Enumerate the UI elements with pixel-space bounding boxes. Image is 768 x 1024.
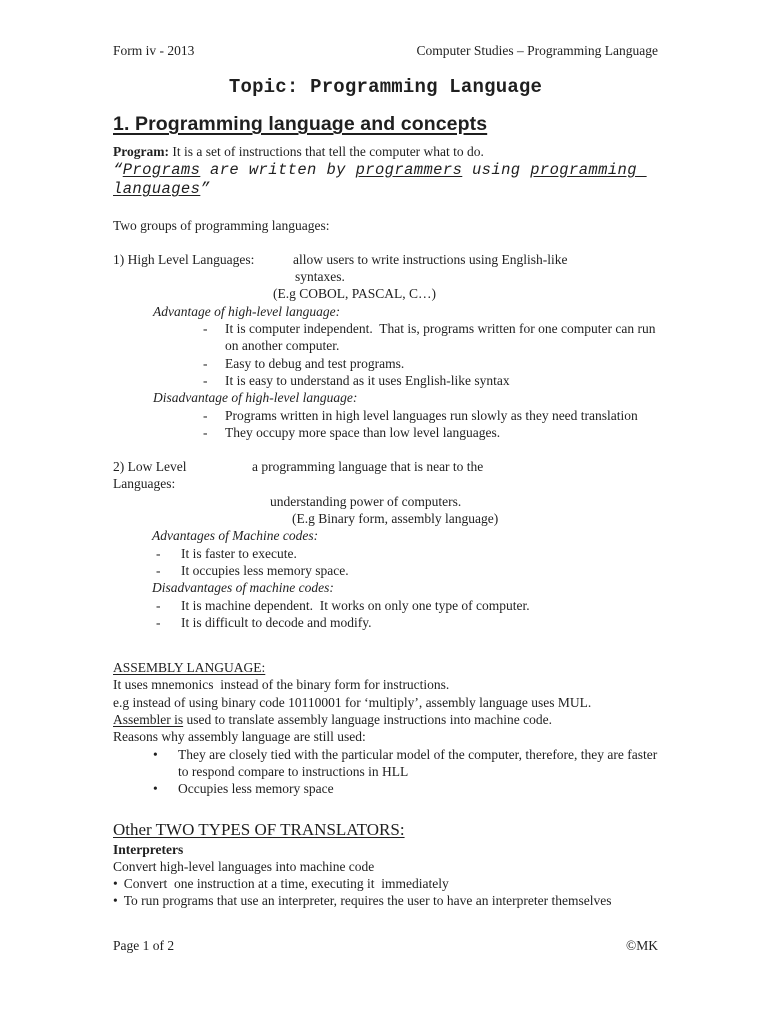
quote-close: ” (200, 180, 211, 199)
quote-line-1 (113, 161, 658, 181)
assembly-title: ASSEMBLY LANGUAGE: (113, 660, 266, 676)
program-text: It is a set of instructions that tell the computer what to do. (168, 144, 484, 160)
copyright: ©MK (625, 937, 658, 953)
hll-advantage-3: It is easy to understand as it uses English-like syntax (225, 372, 510, 388)
assembly-line-2: e.g instead of using binary code 10110001 for ‘multiply’, assembly language uses MUL. (113, 694, 592, 710)
hll-disadvantage-title: Disadvantage of high-level language: (153, 390, 358, 406)
list-item (113, 372, 658, 389)
assembly-section (113, 659, 661, 797)
list-item (113, 614, 658, 631)
lll-desc-1: a programming language that is near to the (252, 459, 484, 475)
page-header (113, 42, 658, 59)
quote-line-2 (113, 180, 658, 200)
section-heading: 1. Programming language and concepts (113, 113, 488, 136)
hll-definition-row (113, 251, 658, 268)
dash-marker: - (156, 562, 161, 578)
list-item (113, 320, 658, 355)
page-number: Page 1 of 2 (113, 937, 175, 953)
bullet-marker: • (113, 876, 118, 892)
lll-desc-2: understanding power of computers. (270, 493, 462, 509)
list-item (113, 746, 661, 781)
list-item (113, 780, 658, 797)
lll-disadvantage-2: It is difficult to decode and modify. (181, 614, 372, 630)
list-item (113, 562, 658, 579)
dash-marker: - (203, 372, 208, 388)
lll-advantage-title: Advantages of Machine codes: (152, 528, 319, 544)
quote-text-2: using (462, 160, 531, 179)
assembly-line-1: It uses mnemonics instead of the binary form for instructions. (113, 677, 450, 693)
hll-example: (E.g COBOL, PASCAL, C…) (273, 286, 437, 302)
hll-advantage-title: Advantage of high-level language: (153, 303, 341, 319)
assembler-underlined: Assembler is (113, 712, 184, 728)
bullet-marker: • (113, 893, 118, 909)
quote-word-programming: programming (530, 160, 647, 179)
hll-label: 1) High Level Languages: (113, 251, 255, 267)
lll-definition-row (113, 458, 658, 493)
list-item (113, 355, 658, 372)
interpreters-bullet-2: To run programs that use an interpreter, requires the user to have an interpreter themselves (123, 893, 612, 909)
assembly-bullet-1: They are closely tied with the particular model of the computer, therefore, they are faster to respond compare to instructions in HLL (178, 746, 661, 779)
interpreters-bullet-1: Convert one instruction at a time, executing it immediately (123, 876, 449, 892)
dash-marker: - (156, 614, 161, 630)
list-item (113, 545, 658, 562)
list-item (113, 407, 658, 424)
list-item (113, 597, 658, 614)
translators-title: Other TWO TYPES OF TRANSLATORS: (113, 819, 405, 839)
assembly-line-3 (113, 711, 658, 728)
program-definition (113, 143, 658, 160)
bullet-marker: • (153, 781, 158, 797)
dash-marker: - (203, 355, 208, 371)
two-groups-line: Two groups of programming languages: (113, 217, 330, 233)
interpreters-subtitle: Interpreters (113, 841, 184, 857)
hll-desc-2: syntaxes. (295, 269, 345, 285)
lll-advantage-1: It is faster to execute. (181, 545, 297, 561)
lll-example: (E.g Binary form, assembly language) (292, 511, 499, 527)
hll-advantage-1: It is computer independent. That is, programs written for one computer can run on another computer. (225, 321, 659, 354)
quote-text-1: are written by (200, 160, 356, 179)
bullet-marker: • (153, 746, 158, 762)
lll-advantage-2: It occupies less memory space. (181, 562, 349, 578)
quote-word-languages: languages (113, 180, 201, 199)
dash-marker: - (156, 545, 161, 561)
dash-marker: - (203, 407, 208, 423)
hll-advantage-2: Easy to debug and test programs. (225, 355, 405, 371)
list-item (113, 875, 658, 892)
quote-open: “ (113, 160, 123, 179)
header-left: Form iv - 2013 (113, 43, 195, 58)
translators-section (113, 818, 658, 910)
dash-marker: - (156, 597, 161, 613)
quote-word-programmers: programmers (355, 160, 463, 179)
quote-word-programs: Programs (122, 160, 201, 179)
lll-disadvantage-title: Disadvantages of machine codes: (152, 580, 334, 596)
program-label: Program: (113, 144, 169, 160)
interpreters-line-1: Convert high-level languages into machine code (113, 858, 375, 874)
topic-title: Topic: Programming Language (228, 76, 543, 99)
assembly-line-4: Reasons why assembly language are still used: (113, 729, 366, 745)
header-right: Computer Studies – Programming Language (416, 43, 658, 58)
hll-desc-1: allow users to write instructions using English-like (293, 251, 568, 267)
dash-marker: - (203, 424, 208, 440)
lll-disadvantage-1: It is machine dependent. It works on only one type of computer. (181, 597, 530, 613)
dash-marker: - (203, 321, 208, 337)
list-item (113, 892, 658, 909)
list-item (113, 424, 658, 441)
page-footer (113, 937, 658, 954)
assembler-rest: used to translate assembly language instructions into machine code. (183, 712, 553, 728)
assembly-bullet-2: Occupies less memory space (178, 781, 334, 797)
hll-disadvantage-1: Programs written in high level languages run slowly as they need translation (225, 407, 638, 423)
hll-disadvantage-2: They occupy more space than low level languages. (225, 424, 501, 440)
lll-label: 2) Low Level Languages: (113, 459, 190, 492)
